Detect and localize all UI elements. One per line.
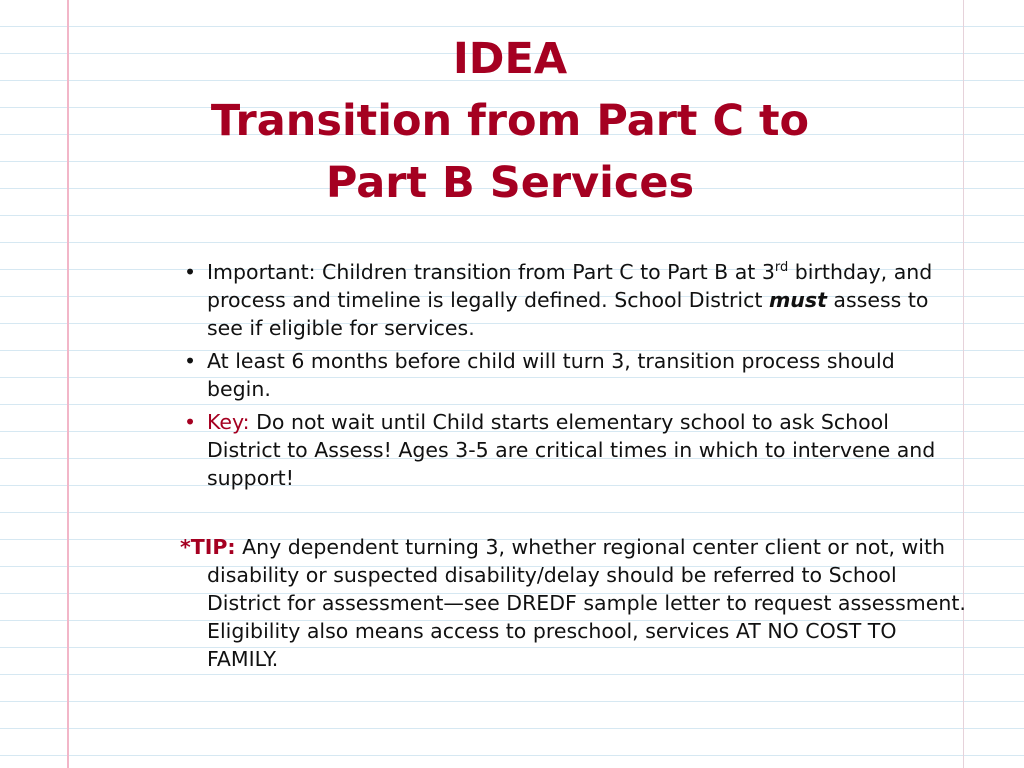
superscript-rd: rd (774, 260, 789, 275)
tip-text: Any dependent turning 3, whether regional center client or not, with disability or suspected disability/delay should be referred to School District for assessment—see DREDF sample letter to request assessment. Eligibility also means access to preschool, services AT NO COST TO FAMILY. (207, 535, 966, 671)
emphasis-must: must (768, 288, 827, 312)
bullet-item-key (184, 408, 944, 492)
notebook-margin-line (67, 0, 69, 768)
key-label: Key: (207, 410, 250, 434)
title-line-1: IDEA (452, 34, 568, 84)
bullet-text: Do not wait until Child starts elementary school to ask School District to Assess! Ages 3-5 are critical times in which to intervene and support! (207, 410, 936, 490)
slide-title (100, 28, 920, 214)
title-line-3: Part B Services (325, 158, 695, 208)
bullet-list (184, 258, 944, 497)
bullet-text: At least 6 months before child will turn 3, transition process should begin. (207, 349, 895, 401)
bullet-text-continued: birthday, and process and timeline is legally defined. School District (207, 260, 933, 312)
bullet-item-timing (184, 347, 944, 403)
tip-paragraph (180, 533, 967, 673)
tip-label: *TIP: (180, 535, 236, 559)
bullet-text: Important: Children transition from Part C to Part B at 3 (207, 260, 775, 284)
title-line-2: Transition from Part C to (210, 96, 810, 146)
bullet-text-end: assess to see if eligible for services. (207, 288, 929, 340)
bullet-item-important (184, 258, 944, 342)
